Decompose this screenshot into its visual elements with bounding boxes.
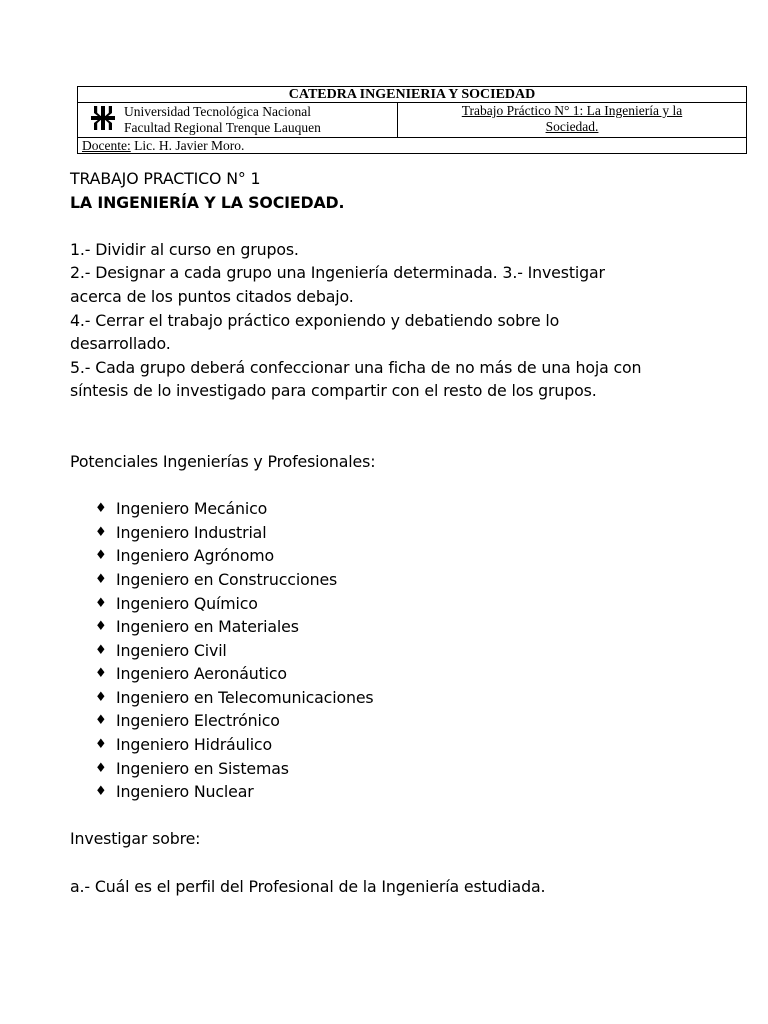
- diamond-bullet-icon: ♦: [95, 548, 107, 564]
- diamond-bullet-icon: ♦: [95, 524, 107, 540]
- diamond-bullet-icon: ♦: [95, 666, 107, 682]
- list-item: ♦ Ingeniero Industrial: [95, 521, 710, 545]
- list-item: ♦ Ingeniero Mecánico: [95, 497, 710, 521]
- list-item: ♦ Ingeniero en Construcciones: [95, 568, 710, 592]
- list-item: ♦ Ingeniero Hidráulico: [95, 733, 710, 757]
- docente-row: [78, 138, 747, 154]
- diamond-bullet-icon: ♦: [95, 501, 107, 517]
- diamond-bullet-icon: ♦: [95, 760, 107, 776]
- tp-reference-line1: Trabajo Práctico N° 1: La Ingeniería y la: [461, 103, 683, 118]
- step-line: acerca de los puntos citados debajo.: [70, 286, 354, 306]
- institution-cell: [78, 103, 398, 138]
- document-body: [70, 167, 710, 898]
- list-item: ♦ Ingeniero en Telecomunicaciones: [95, 686, 710, 710]
- list-item: ♦ Ingeniero Nuclear: [95, 780, 710, 804]
- list-item: ♦ Ingeniero Electrónico: [95, 709, 710, 733]
- investigate-item-a: a.- Cuál es el perfil del Profesional de la Ingeniería estudiada.: [70, 876, 546, 896]
- diamond-bullet-icon: ♦: [95, 784, 107, 800]
- utn-logo-icon: [91, 106, 115, 130]
- tp-reference-cell: [398, 103, 747, 138]
- university-name: Universidad Tecnológica Nacional: [124, 104, 311, 119]
- list-item: ♦ Ingeniero en Sistemas: [95, 757, 710, 781]
- step-line: desarrollado.: [70, 334, 171, 354]
- list-item: ♦ Ingeniero Agrónomo: [95, 544, 710, 568]
- diamond-bullet-icon: ♦: [95, 642, 107, 658]
- step-line: 1.- Dividir al curso en grupos.: [70, 239, 299, 259]
- list-item: ♦ Ingeniero Químico: [95, 592, 710, 616]
- investigate-heading: Investigar sobre:: [70, 829, 201, 849]
- docente-label: Docente:: [82, 138, 131, 153]
- diamond-bullet-icon: ♦: [95, 571, 107, 587]
- list-item: ♦ Ingeniero en Materiales: [95, 615, 710, 639]
- step-line: 4.- Cerrar el trabajo práctico exponiendo y debatiendo sobre lo: [70, 310, 560, 330]
- step-line: síntesis de lo investigado para compartir con el resto de los grupos.: [70, 381, 597, 401]
- catedra-title: CATEDRA INGENIERIA Y SOCIEDAD: [78, 87, 747, 103]
- step-line: 5.- Cada grupo deberá confeccionar una ficha de no más de una hoja con: [70, 357, 642, 377]
- document-title: TRABAJO PRACTICO N° 1: [70, 169, 261, 188]
- document-subtitle: LA INGENIERÍA Y LA SOCIEDAD.: [70, 192, 345, 212]
- header-table: [77, 86, 747, 154]
- engineering-list: [70, 497, 710, 804]
- diamond-bullet-icon: ♦: [95, 619, 107, 635]
- faculty-name: Facultad Regional Trenque Lauquen: [124, 120, 321, 135]
- list-item: ♦ Ingeniero Civil: [95, 639, 710, 663]
- docente-name: Lic. H. Javier Moro.: [130, 138, 245, 153]
- step-line: 2.- Designar a cada grupo una Ingeniería determinada. 3.- Investigar: [70, 263, 605, 283]
- tp-reference-line2: Sociedad.: [545, 119, 599, 134]
- diamond-bullet-icon: ♦: [95, 737, 107, 753]
- diamond-bullet-icon: ♦: [95, 595, 107, 611]
- list-item: ♦ Ingeniero Aeronáutico: [95, 662, 710, 686]
- diamond-bullet-icon: ♦: [95, 713, 107, 729]
- diamond-bullet-icon: ♦: [95, 689, 107, 705]
- engineering-list-heading: Potenciales Ingenierías y Profesionales:: [70, 451, 376, 471]
